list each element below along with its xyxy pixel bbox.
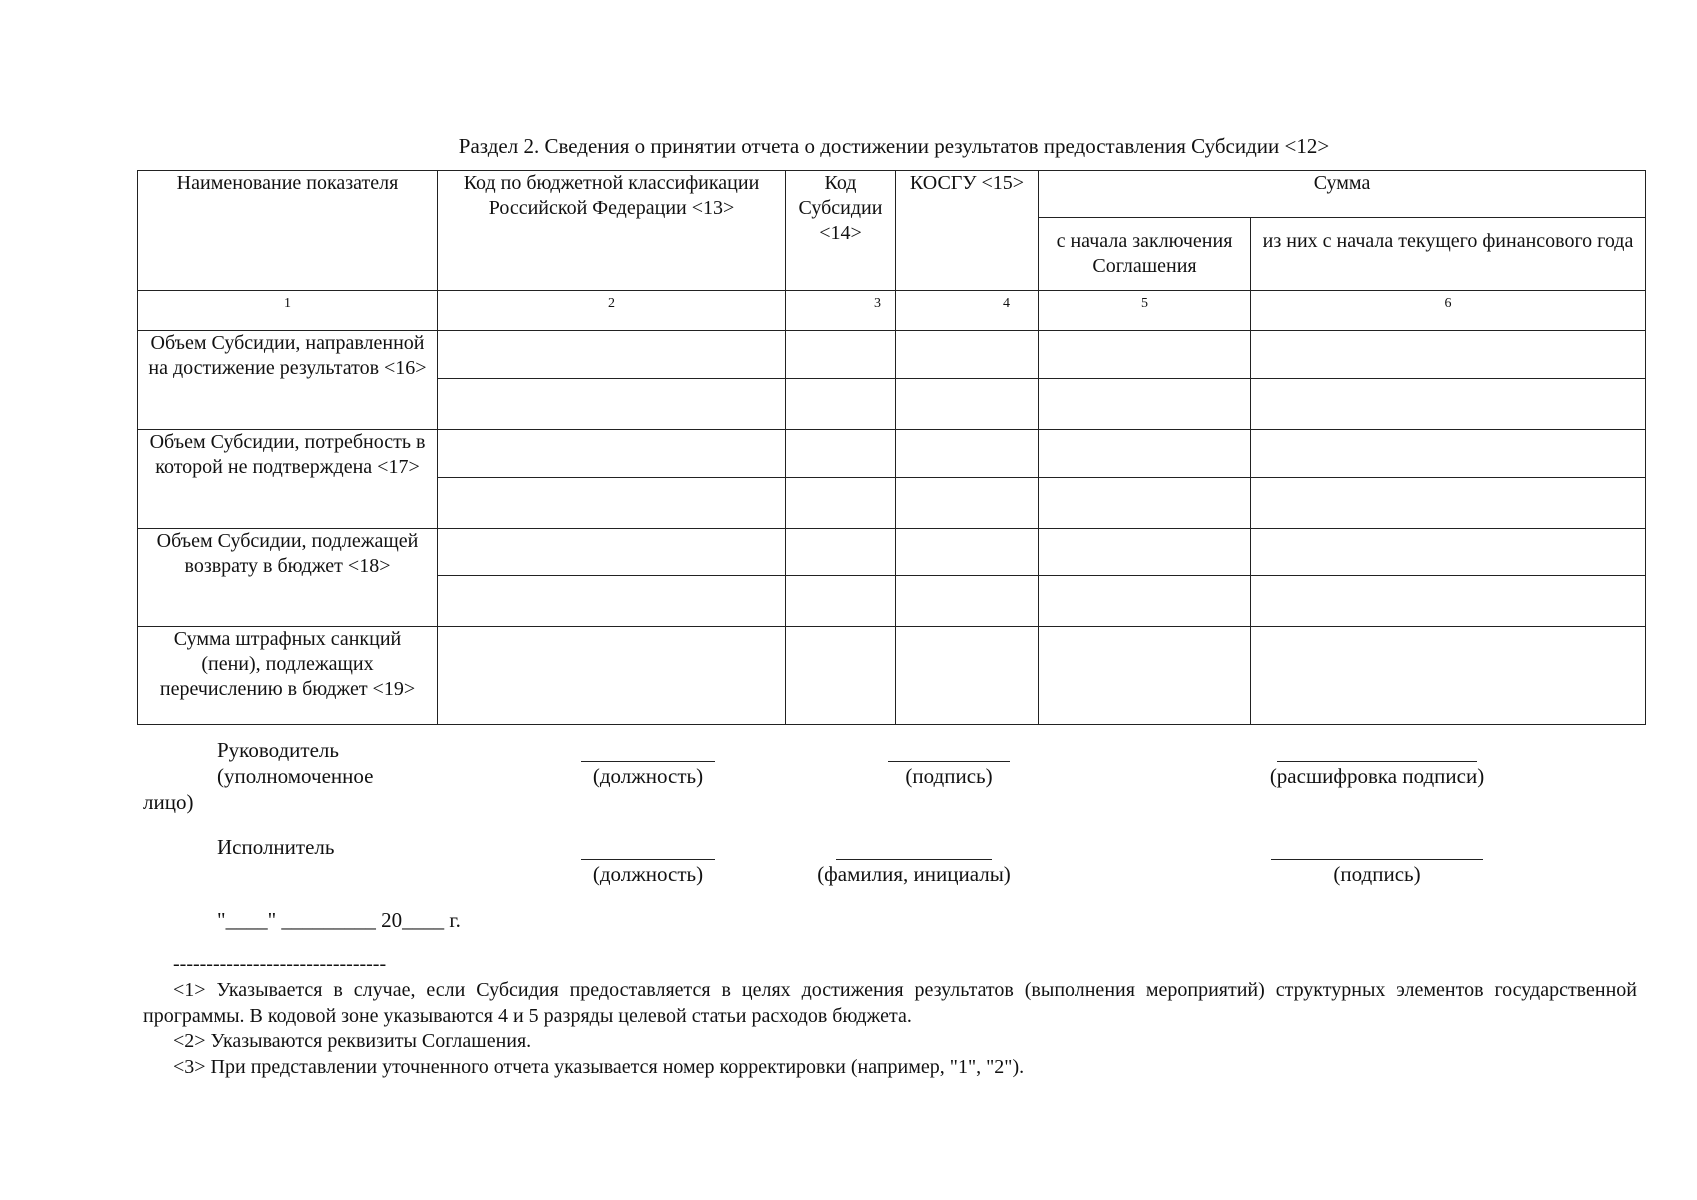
header-sum-current-year: из них с начала текущего финансового года (1251, 218, 1646, 291)
column-number: 3 (786, 291, 896, 331)
footnote-1: <1> Указывается в случае, если Субсидия предоставляется в целях достижения результатов (выполнения мероприятий) структурных элементов государственной программы. В кодовой зоне указываются 4 и 5 разряды целевой статьи расходов бюджета. (143, 979, 1637, 1027)
table-cell (896, 331, 1039, 379)
table-cell (438, 478, 786, 529)
table-cell (1251, 478, 1646, 529)
footnote-2: <2> Указываются реквизиты Соглашения. (173, 1030, 532, 1052)
head-position-line (581, 761, 715, 762)
column-number: 5 (1039, 291, 1251, 331)
table-cell (1039, 430, 1251, 478)
table-cell (438, 576, 786, 627)
table-row (138, 331, 1646, 379)
subsidy-report-table (137, 170, 1646, 725)
table-row (138, 529, 1646, 576)
column-numbers-row (138, 291, 1646, 331)
executor-position-line (581, 859, 715, 860)
table-cell (1251, 331, 1646, 379)
table-cell (1251, 379, 1646, 430)
executor-name-caption: (фамилия, инициалы) (817, 862, 1011, 886)
executor-name-line (836, 859, 992, 860)
table-cell (786, 576, 896, 627)
table-cell (896, 379, 1039, 430)
footnote-separator: -------------------------------- (173, 953, 387, 975)
table-cell (438, 529, 786, 576)
date-field: "____" _________ 20____ г. (217, 908, 461, 932)
header-name: Наименование показателя (138, 171, 438, 291)
row-label: Объем Субсидии, направленной на достижение результатов <16> (138, 331, 438, 430)
section-title: Раздел 2. Сведения о принятии отчета о достижении результатов предоставления Субсидии <12> (458, 134, 1330, 158)
header-sum-from-agreement: с начала заключения Соглашения (1039, 218, 1251, 291)
head-decoding-caption: (расшифровка подписи) (1269, 764, 1485, 788)
column-number: 6 (1251, 291, 1646, 331)
column-number: 2 (438, 291, 786, 331)
footnote-3: <3> При представлении уточненного отчета указывается номер корректировки (например, "1", "2"). (173, 1055, 1025, 1078)
column-number: 4 (896, 291, 1039, 331)
head-position-caption: (должность) (592, 764, 704, 788)
row-label: Сумма штрафных санкций (пени), подлежащих перечислению в бюджет <19> (138, 627, 438, 725)
row-label: Объем Субсидии, потребность в которой не подтверждена <17> (138, 430, 438, 529)
head-decoding-line (1277, 761, 1477, 762)
row-label: Объем Субсидии, подлежащей возврату в бюджет <18> (138, 529, 438, 627)
table-cell (1251, 430, 1646, 478)
column-number: 1 (138, 291, 438, 331)
table-row (138, 627, 1646, 725)
table-cell (438, 430, 786, 478)
header-bk-code: Код по бюджетной классификации Российской Федерации <13> (438, 171, 786, 291)
table-cell (896, 576, 1039, 627)
table-cell (786, 379, 896, 430)
table-cell (1039, 529, 1251, 576)
table-cell (896, 627, 1039, 725)
executor-signature-line (1271, 859, 1483, 860)
header-sum: Сумма (1039, 171, 1646, 218)
table-cell (786, 529, 896, 576)
table-cell (1039, 478, 1251, 529)
table-cell (1039, 627, 1251, 725)
executor-label: Исполнитель (217, 835, 335, 859)
table-cell (438, 379, 786, 430)
table-cell (1039, 576, 1251, 627)
header-subsidy-code: Код Субсидии <14> (786, 171, 896, 291)
table-cell (1251, 627, 1646, 725)
table-cell (1039, 331, 1251, 379)
head-label: Руководитель (217, 738, 339, 762)
head-signature-caption: (подпись) (905, 764, 993, 788)
head-signature-line (888, 761, 1010, 762)
table-cell (786, 331, 896, 379)
table-cell (438, 627, 786, 725)
table-cell (1251, 529, 1646, 576)
head-label-authorized: (уполномоченное (217, 764, 374, 788)
executor-signature-caption: (подпись) (1333, 862, 1421, 886)
table-cell (786, 430, 896, 478)
table-cell (896, 430, 1039, 478)
table-cell (786, 627, 896, 725)
table-cell (896, 529, 1039, 576)
table-cell (1251, 576, 1646, 627)
table-cell (896, 478, 1039, 529)
header-kosgu: КОСГУ <15> (896, 171, 1039, 291)
executor-position-caption: (должность) (592, 862, 704, 886)
table-row (138, 430, 1646, 478)
table-cell (438, 331, 786, 379)
footnotes (143, 978, 1637, 1080)
header-row-1 (138, 171, 1646, 218)
table-cell (786, 478, 896, 529)
head-label-person: лицо) (143, 790, 194, 814)
table-cell (1039, 379, 1251, 430)
